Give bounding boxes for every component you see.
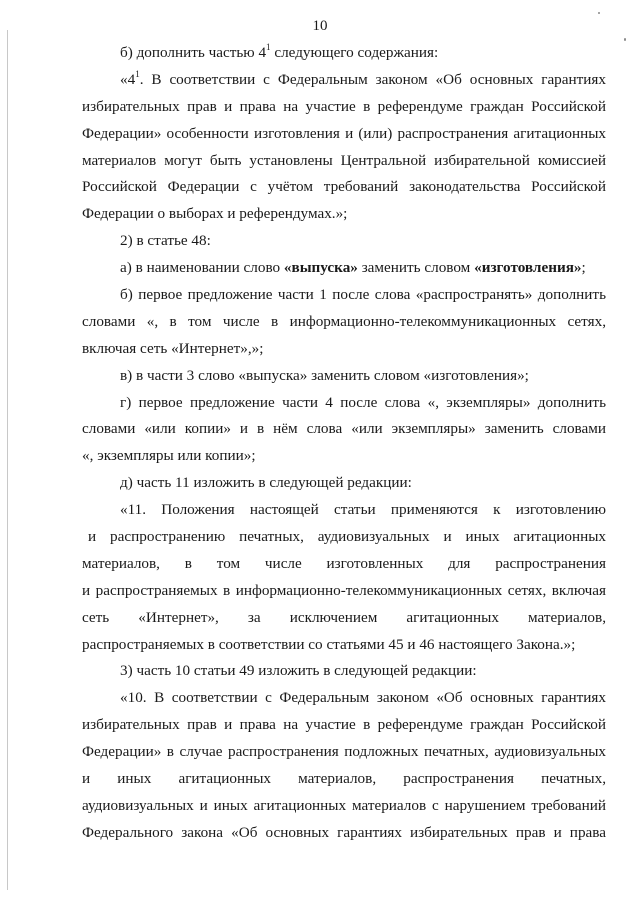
paragraph-line: г) первое предложение части 4 после слова «, экземпляры» дополнить [120,393,606,411]
paragraph-line: б) первое предложение части 1 после слова «распространять» дополнить [120,286,606,304]
paragraph-line: 2) в статье 48: [120,232,211,250]
paragraph-line: «10. В соответствии с Федеральным законом «Об основных гарантиях [120,689,606,707]
paragraph-line: Федерации о выборах и референдумах.»; [82,205,348,223]
paragraph-line: в) в части 3 слово «выпуска» заменить словом «изготовления»; [120,366,529,384]
paragraph-line: д) часть 11 изложить в следующей редакции: [120,474,412,492]
paragraph-line: избирательных прав и права на участие в референдуме граждан Российской [82,97,606,115]
paragraph-line: Федерального закона «Об основных гарантиях избирательных прав и права [82,823,606,841]
paragraph-line: избирательных прав и права на участие в референдуме граждан Российской [82,716,606,734]
paragraph-line: словами «, в том числе в информационно-телекоммуникационных сетях, [82,312,606,330]
paragraph-line: материалов, в том числе изготовленных для распространения [82,554,606,572]
paragraph-line: «11. Положения настоящей статьи применяются к изготовлению [120,501,606,519]
paragraph-line: Российской Федерации с учётом требований законодательства Российской [82,178,606,196]
scan-speck [624,38,626,41]
paragraph-line: распространяемых в соответствии со статьями 45 и 46 настоящего Закона.»; [82,635,576,653]
paragraph-line: и распространению печатных, аудиовизуальных и иных агитационных [88,528,606,546]
paragraph-line: материалов могут быть установлены Центральной избирательной комиссией [82,151,606,169]
paragraph-line: «$4^1$. В соответствии с Федеральным законом «Об основных гарантиях [120,68,606,88]
paragraph-line: аудиовизуальных и иных агитационных материалов с нарушением требований [82,796,606,814]
paragraph-line: сеть «Интернет», за исключением агитационных материалов, [82,608,606,626]
paragraph-line: Федерации» в случае распространения подложных печатных, аудиовизуальных [82,743,606,761]
paragraph-line: «, экземпляры или копии»; [82,447,256,465]
paragraph-line: и иных агитационных материалов, распространения печатных, [82,770,606,788]
scan-margin-line [7,30,8,890]
paragraph-line: словами «или копии» и в нём слова «или экземпляры» заменить словами [82,420,606,438]
paragraph-line: 3) часть 10 статьи 49 изложить в следующей редакции: [120,662,477,680]
paragraph-line: а) в наименовании слово «выпуска» заменить словом «изготовления»; [120,259,586,277]
scan-speck [598,12,600,14]
paragraph-line: б) дополнить частью $4^1$ следующего содержания: [120,41,439,61]
paragraph-line: включая сеть «Интернет»,»; [82,339,264,357]
document-body [82,40,606,847]
paragraph-line: и распространяемых в информационно-телекоммуникационных сетях, включая [82,581,606,599]
page-number: 10 [312,18,328,34]
paragraph-line: Федерации» особенности изготовления и (или) распространения агитационных [82,124,606,142]
